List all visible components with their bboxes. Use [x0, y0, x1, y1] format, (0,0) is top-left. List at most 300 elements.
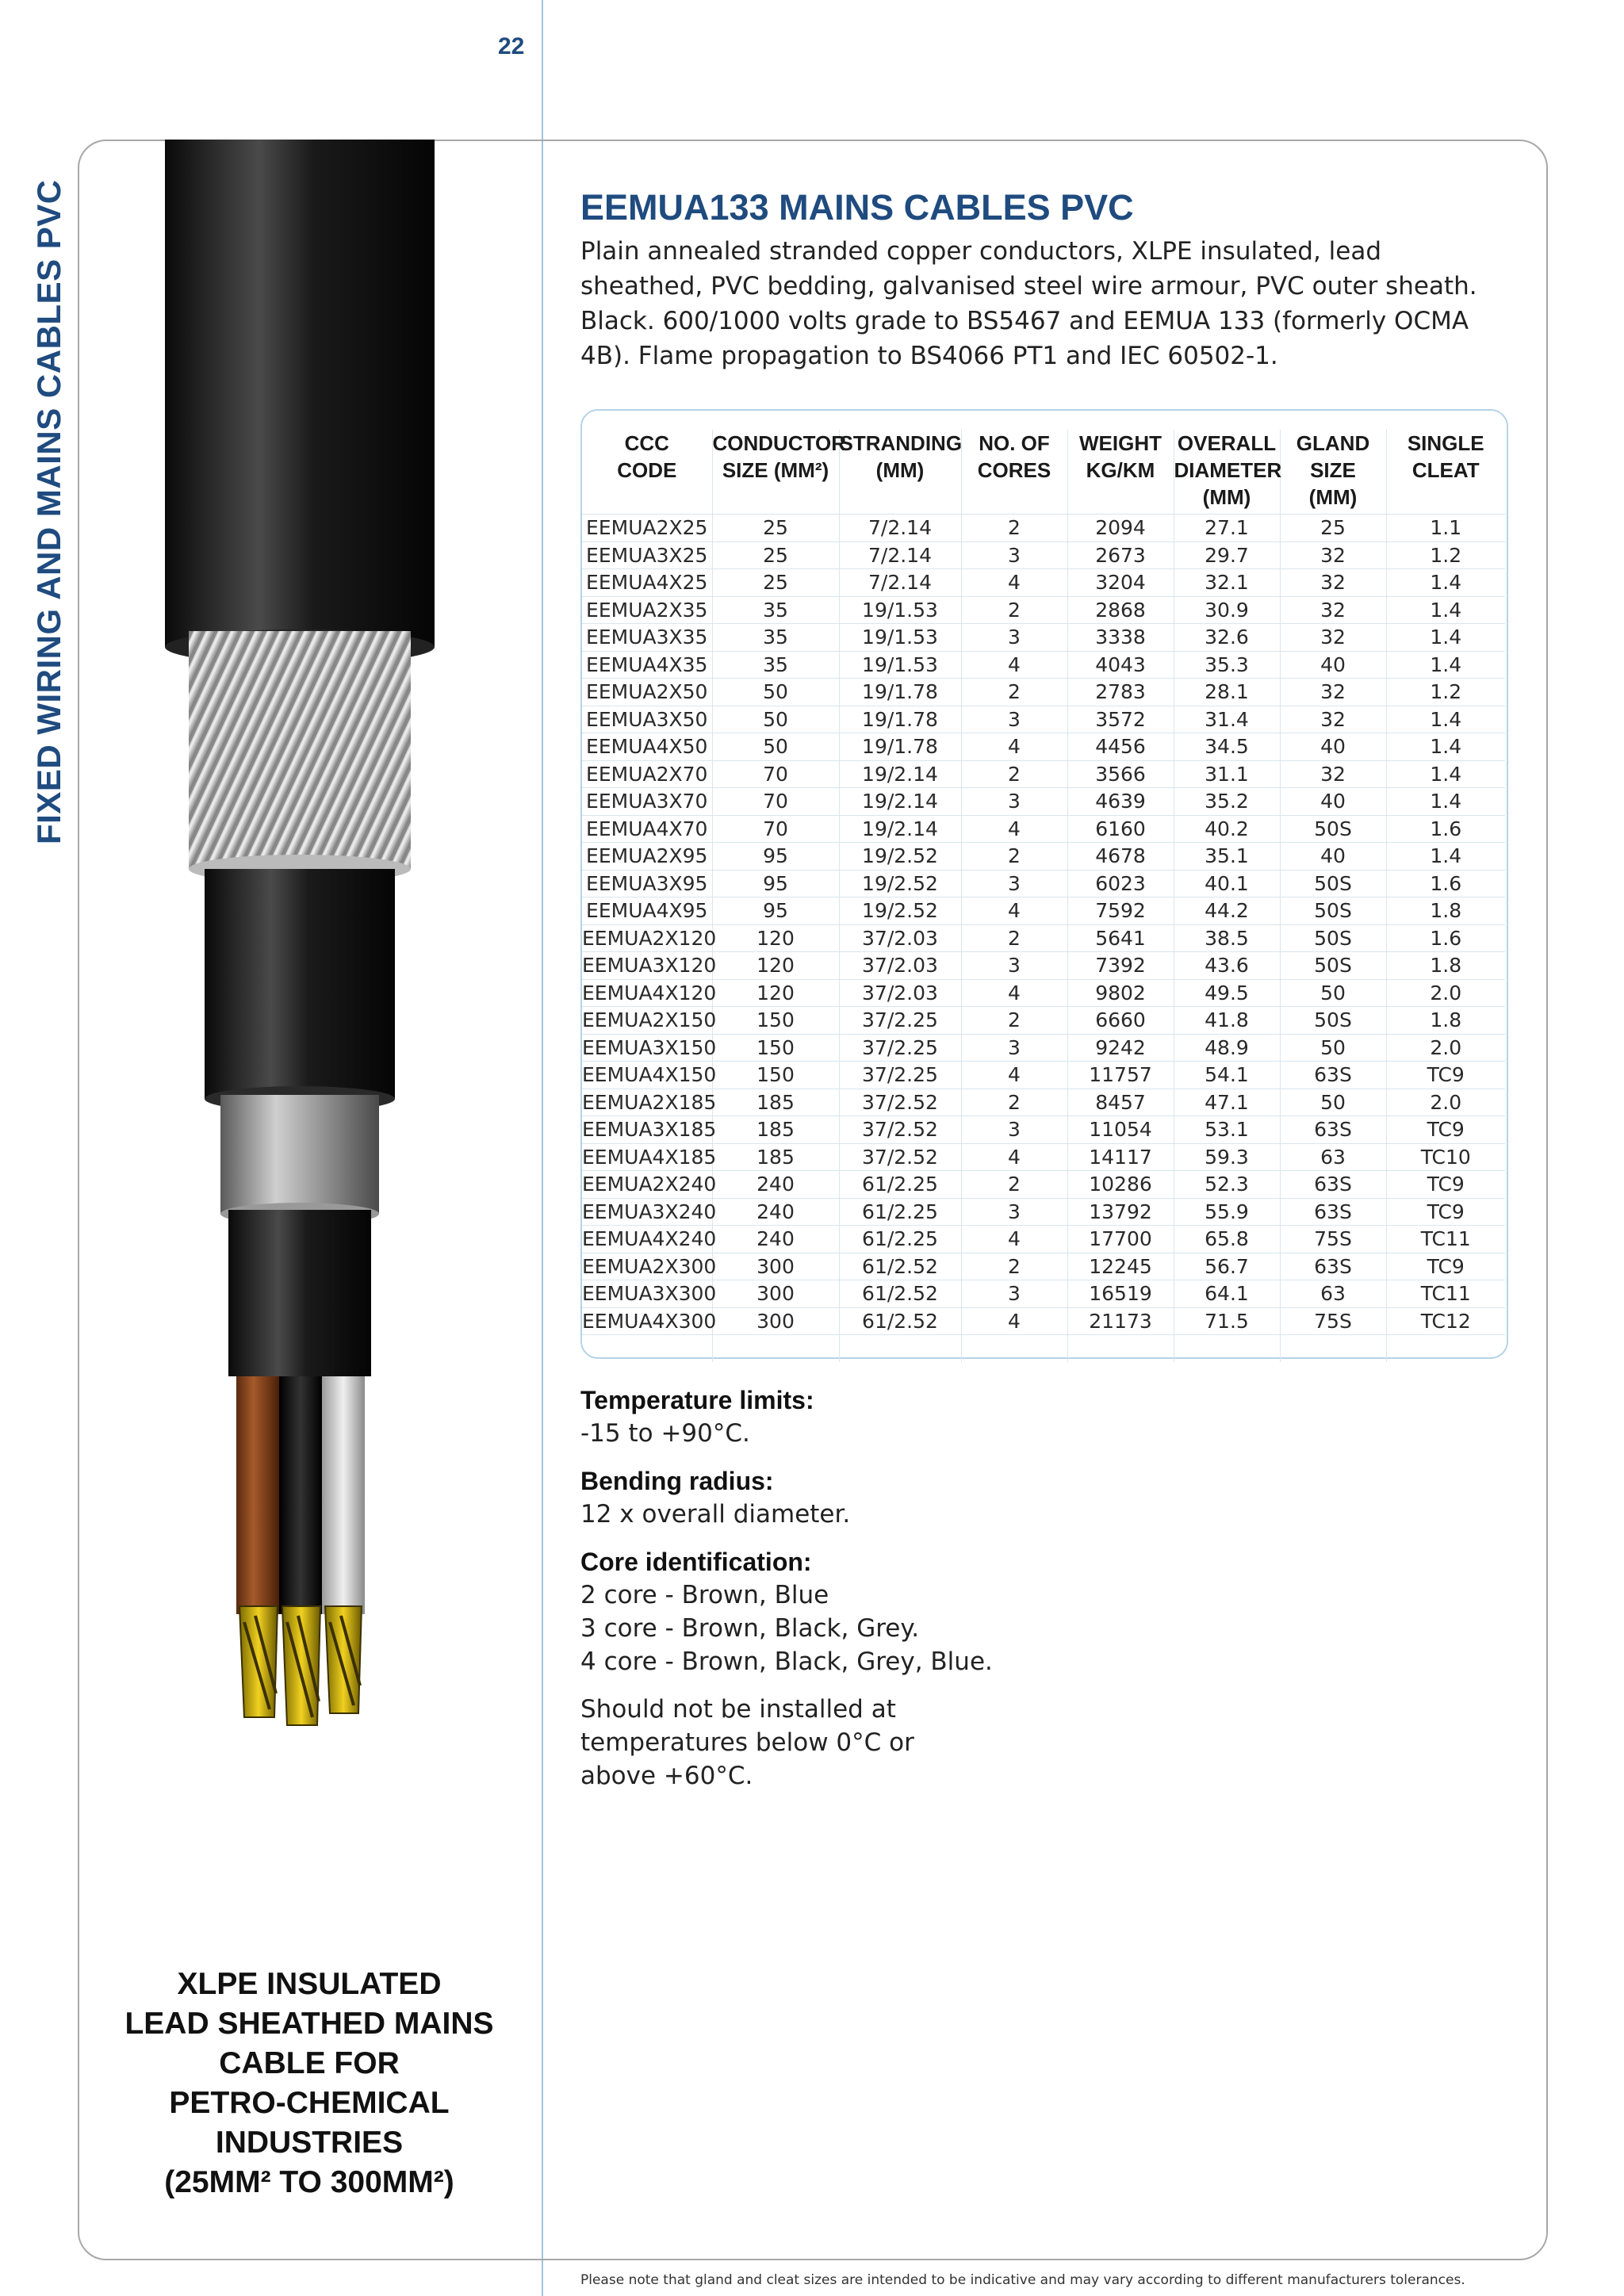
table-cell: 10286	[1067, 1171, 1174, 1199]
table-cell: 63S	[1280, 1062, 1386, 1089]
table-cell: EEMUA2X70	[582, 760, 712, 788]
install-note	[580, 1693, 1136, 1793]
table-cell: 2	[961, 843, 1067, 871]
table-cell: EEMUA3X150	[582, 1034, 712, 1062]
table-cell: 56.7	[1174, 1253, 1280, 1280]
column-header-line: DIAMETER	[1174, 458, 1282, 482]
table-cell: 55.9	[1174, 1198, 1280, 1226]
table-row	[582, 1143, 1505, 1171]
table-cell: 19/1.78	[839, 706, 961, 733]
table-cell: 9242	[1067, 1034, 1174, 1062]
table-cell: 52.3	[1174, 1171, 1280, 1199]
table-cell: 35.2	[1174, 788, 1280, 816]
column-header-line: CONDUCTOR	[712, 431, 847, 455]
table-cell: 63S	[1280, 1253, 1386, 1280]
table-cell: 61/2.52	[839, 1253, 961, 1280]
table-cell: 1.4	[1386, 760, 1505, 788]
table-cell: 2.0	[1386, 979, 1505, 1007]
table-cell: 70	[712, 760, 839, 788]
table-cell: 53.1	[1174, 1116, 1280, 1144]
table-cell: 7/2.14	[839, 541, 961, 569]
table-row	[582, 733, 1505, 761]
table-cell: 4	[961, 1143, 1067, 1171]
table-cell: 37/2.25	[839, 1062, 961, 1089]
table-cell: TC9	[1386, 1171, 1505, 1199]
column-header-line: (MM)	[1308, 485, 1358, 509]
cable-info	[580, 1383, 1136, 1807]
table-cell: EEMUA4X240	[582, 1226, 712, 1253]
table-cell: 7/2.14	[839, 515, 961, 542]
table-cell: 50S	[1280, 815, 1386, 843]
table-row	[582, 788, 1505, 816]
table-cell: 71.5	[1174, 1307, 1280, 1335]
table-cell: 61/2.25	[839, 1198, 961, 1226]
table-cell: 3	[961, 870, 1067, 897]
table-cell: 95	[712, 870, 839, 897]
table-cell: 1.6	[1386, 870, 1505, 897]
table-cell: 47.1	[1174, 1089, 1280, 1116]
specification-table-container	[580, 409, 1508, 1359]
caption-line: PETRO-CHEMICAL	[169, 2086, 450, 2120]
column-header-line: OVERALL	[1177, 431, 1277, 455]
table-cell-empty	[582, 1335, 712, 1362]
table-cell: 3566	[1067, 760, 1174, 788]
table-cell: 4	[961, 733, 1067, 761]
table-cell: 13792	[1067, 1198, 1174, 1226]
install-note-line: Should not be installed at	[580, 1695, 896, 1724]
table-cell: 120	[712, 979, 839, 1007]
table-cell: 2	[961, 924, 1067, 952]
table-cell: 2094	[1067, 515, 1174, 542]
column-header	[712, 430, 847, 515]
table-cell: 25	[712, 569, 839, 597]
column-header-line: SIZE	[1310, 458, 1356, 482]
table-cell: EEMUA2X120	[582, 924, 712, 952]
table-cell: EEMUA2X25	[582, 515, 712, 542]
table-cell: 95	[712, 843, 839, 871]
table-cell: 2868	[1067, 596, 1174, 624]
table-cell: 50S	[1280, 870, 1386, 897]
table-cell: 1.4	[1386, 624, 1505, 652]
temperature-block	[580, 1383, 1136, 1450]
table-cell: 2	[961, 1171, 1067, 1199]
column-header	[1067, 430, 1174, 515]
table-cell: EEMUA2X185	[582, 1089, 712, 1116]
table-cell: EEMUA3X120	[582, 952, 712, 980]
table-cell: 50	[1280, 979, 1386, 1007]
table-cell: 19/2.52	[839, 870, 961, 897]
table-cell: 50	[1280, 1034, 1386, 1062]
table-row	[582, 651, 1505, 679]
table-cell: 32	[1280, 706, 1386, 733]
table-row	[582, 541, 1505, 569]
table-cell: 2	[961, 515, 1067, 542]
table-cell: EEMUA4X185	[582, 1143, 712, 1171]
caption-line: INDUSTRIES	[215, 2126, 404, 2160]
table-cell: 2	[961, 596, 1067, 624]
table-row	[582, 596, 1505, 624]
table-cell: 3	[961, 1198, 1067, 1226]
bending-value: 12 x overall diameter.	[580, 1500, 851, 1529]
table-cell: 61/2.52	[839, 1280, 961, 1308]
table-cell: 25	[1280, 515, 1386, 542]
table-cell: 9802	[1067, 979, 1174, 1007]
table-cell: 2	[961, 1089, 1067, 1116]
table-cell: 44.2	[1174, 897, 1280, 925]
table-cell: EEMUA2X300	[582, 1253, 712, 1280]
table-cell: 40	[1280, 733, 1386, 761]
table-cell: 2	[961, 760, 1067, 788]
table-cell: 61/2.52	[839, 1307, 961, 1335]
specification-table	[582, 430, 1505, 1362]
table-cell: 19/2.52	[839, 843, 961, 871]
table-cell: 2	[961, 1007, 1067, 1035]
table-cell: 300	[712, 1253, 839, 1280]
bending-label: Bending radius:	[580, 1467, 774, 1495]
table-cell: 4	[961, 1062, 1067, 1089]
table-cell: TC10	[1386, 1143, 1505, 1171]
product-description: Plain annealed stranded copper conductors, XLPE insulated, lead sheathed, PVC bedding, galvanised steel wire armour, PVC outer sheath. Black. 600/1000 volts grade to BS5467 and EEMUA 133 (formerly OCMA 4B). Flame propagation to BS4066 PT1 and IEC 60502-1.	[580, 237, 1477, 370]
table-cell: EEMUA4X25	[582, 569, 712, 597]
table-cell: 3338	[1067, 624, 1174, 652]
table-cell: 2673	[1067, 541, 1174, 569]
table-cell: 2	[961, 1253, 1067, 1280]
table-cell: 4	[961, 651, 1067, 679]
table-cell: 11054	[1067, 1116, 1174, 1144]
table-cell-empty	[1386, 1335, 1505, 1362]
table-cell: EEMUA3X240	[582, 1198, 712, 1226]
table-cell: 61/2.25	[839, 1171, 961, 1199]
column-header	[961, 430, 1067, 515]
column-header-line	[1387, 484, 1506, 511]
install-note-line: temperatures below 0°C or	[580, 1728, 914, 1757]
table-cell: 5641	[1067, 924, 1174, 952]
table-cell: 14117	[1067, 1143, 1174, 1171]
table-cell: TC11	[1386, 1280, 1505, 1308]
table-cell: 6160	[1067, 815, 1174, 843]
column-header-line: (MM)	[1202, 485, 1251, 509]
table-cell: EEMUA2X240	[582, 1171, 712, 1199]
column-header-line: CLEAT	[1411, 458, 1480, 482]
table-cell: 21173	[1067, 1307, 1174, 1335]
table-cell: 150	[712, 1007, 839, 1035]
table-cell: 27.1	[1174, 515, 1280, 542]
table-row	[582, 569, 1505, 597]
temperature-value: -15 to +90°C.	[580, 1419, 750, 1448]
table-cell: 54.1	[1174, 1062, 1280, 1089]
table-cell: 40	[1280, 788, 1386, 816]
table-cell: 37/2.52	[839, 1116, 961, 1144]
table-row	[582, 1280, 1505, 1308]
table-cell: 50	[1280, 1089, 1386, 1116]
table-cell: 3	[961, 1280, 1067, 1308]
table-cell: 35.1	[1174, 843, 1280, 871]
column-header	[1280, 430, 1386, 515]
table-cell: 32	[1280, 569, 1386, 597]
table-cell: 1.4	[1386, 733, 1505, 761]
table-cell: 3	[961, 952, 1067, 980]
table-cell: EEMUA4X300	[582, 1307, 712, 1335]
table-cell: TC11	[1386, 1226, 1505, 1253]
table-cell: 7392	[1067, 952, 1174, 980]
table-row	[582, 1307, 1505, 1335]
table-cell: EEMUA3X95	[582, 870, 712, 897]
table-cell: 64.1	[1174, 1280, 1280, 1308]
table-row	[582, 624, 1505, 652]
core-line: 2 core - Brown, Blue	[580, 1581, 829, 1609]
table-cell: 1.2	[1386, 679, 1505, 706]
bending-block	[580, 1464, 1136, 1531]
side-section-title: FIXED WIRING AND MAINS CABLES PVC	[30, 179, 67, 844]
table-cell: 240	[712, 1171, 839, 1199]
cable-illustration-svg	[151, 140, 508, 1757]
table-row	[582, 1171, 1505, 1199]
table-cell: 75S	[1280, 1307, 1386, 1335]
table-cell: 3572	[1067, 706, 1174, 733]
table-cell: 40.2	[1174, 815, 1280, 843]
table-cell: EEMUA2X50	[582, 679, 712, 706]
table-cell: 50S	[1280, 897, 1386, 925]
column-header-line	[840, 484, 961, 511]
table-cell: 185	[712, 1143, 839, 1171]
table-cell: EEMUA4X120	[582, 979, 712, 1007]
table-cell: 1.4	[1386, 706, 1505, 733]
table-cell: 4043	[1067, 651, 1174, 679]
table-cell: 3	[961, 1116, 1067, 1144]
table-cell: 11757	[1067, 1062, 1174, 1089]
table-cell: 37/2.25	[839, 1034, 961, 1062]
table-cell: 48.9	[1174, 1034, 1280, 1062]
table-cell: 3	[961, 541, 1067, 569]
column-header-line	[1068, 484, 1174, 511]
table-cell-empty	[1280, 1335, 1386, 1362]
table-cell: 40.1	[1174, 870, 1280, 897]
table-cell: 19/1.78	[839, 679, 961, 706]
column-header-line: CODE	[617, 458, 677, 482]
table-row	[582, 979, 1505, 1007]
table-cell: TC9	[1386, 1062, 1505, 1089]
table-cell-empty	[961, 1335, 1067, 1362]
table-cell: 4	[961, 569, 1067, 597]
table-cell: 35	[712, 651, 839, 679]
table-cell: 4456	[1067, 733, 1174, 761]
page-number: 22	[498, 33, 525, 59]
table-cell: 32.1	[1174, 569, 1280, 597]
table-cell: 38.5	[1174, 924, 1280, 952]
table-cell: 1.2	[1386, 541, 1505, 569]
table-cell: 120	[712, 952, 839, 980]
table-cell: 50	[712, 733, 839, 761]
table-cell: 6023	[1067, 870, 1174, 897]
table-cell: 29.7	[1174, 541, 1280, 569]
table-row	[582, 952, 1505, 980]
table-cell: 4678	[1067, 843, 1174, 871]
table-cell: 63	[1280, 1143, 1386, 1171]
table-cell: 1.6	[1386, 815, 1505, 843]
table-cell: 63S	[1280, 1116, 1386, 1144]
table-cell: 150	[712, 1034, 839, 1062]
table-cell: 37/2.03	[839, 979, 961, 1007]
table-row	[582, 924, 1505, 952]
table-cell: 3	[961, 706, 1067, 733]
table-cell: 2.0	[1386, 1034, 1505, 1062]
table-cell: 32	[1280, 679, 1386, 706]
table-cell: 35.3	[1174, 651, 1280, 679]
column-header-line: SINGLE	[1407, 431, 1484, 455]
table-cell: 25	[712, 541, 839, 569]
table-cell: 4	[961, 897, 1067, 925]
table-cell: 32	[1280, 760, 1386, 788]
table-cell: 2783	[1067, 679, 1174, 706]
table-row	[582, 897, 1505, 925]
table-cell: 1.1	[1386, 515, 1505, 542]
table-cell: 7/2.14	[839, 569, 961, 597]
table-cell: 37/2.03	[839, 924, 961, 952]
table-cell: 185	[712, 1089, 839, 1116]
table-cell: 1.4	[1386, 843, 1505, 871]
column-header-line: CCC	[624, 431, 669, 455]
core-line: 3 core - Brown, Black, Grey.	[580, 1614, 920, 1643]
table-cell: 19/2.14	[839, 760, 961, 788]
table-cell: 37/2.52	[839, 1089, 961, 1116]
table-cell-empty	[1174, 1335, 1280, 1362]
table-cell: 300	[712, 1307, 839, 1335]
table-cell: 8457	[1067, 1089, 1174, 1116]
table-cell: 28.1	[1174, 679, 1280, 706]
table-cell: 41.8	[1174, 1007, 1280, 1035]
table-cell: 19/2.52	[839, 897, 961, 925]
table-cell: EEMUA4X35	[582, 651, 712, 679]
table-cell: EEMUA4X150	[582, 1062, 712, 1089]
install-note-line: above +60°C.	[580, 1762, 753, 1790]
table-cell-empty	[712, 1335, 839, 1362]
table-header-row	[582, 430, 1505, 515]
table-row	[582, 1034, 1505, 1062]
table-cell: 19/1.53	[839, 596, 961, 624]
table-filler-row	[582, 1335, 1505, 1362]
table-cell: 37/2.03	[839, 952, 961, 980]
column-header-line: SIZE (MM²)	[722, 458, 829, 482]
table-cell: 4	[961, 979, 1067, 1007]
column-header	[1174, 430, 1280, 515]
table-cell: 50S	[1280, 924, 1386, 952]
table-row	[582, 679, 1505, 706]
column-header	[1386, 430, 1505, 515]
caption-line: (25MM² TO 300MM²)	[164, 2165, 454, 2199]
table-cell: 7592	[1067, 897, 1174, 925]
table-cell: 4639	[1067, 788, 1174, 816]
table-cell: 300	[712, 1280, 839, 1308]
column-header-line: KG/KM	[1086, 458, 1155, 482]
table-cell: 49.5	[1174, 979, 1280, 1007]
table-cell: 50	[712, 679, 839, 706]
table-cell: 25	[712, 515, 839, 542]
table-cell: EEMUA4X95	[582, 897, 712, 925]
table-cell: 1.4	[1386, 651, 1505, 679]
table-cell: 32.6	[1174, 624, 1280, 652]
table-cell: 30.9	[1174, 596, 1280, 624]
table-cell: 37/2.25	[839, 1007, 961, 1035]
table-cell: 63S	[1280, 1198, 1386, 1226]
table-cell: 6660	[1067, 1007, 1174, 1035]
column-header-line: STRANDING	[839, 431, 963, 455]
table-cell: 3	[961, 1034, 1067, 1062]
table-cell: TC9	[1386, 1116, 1505, 1144]
table-row	[582, 1226, 1505, 1253]
footnote: Please note that gland and cleat sizes are intended to be indicative and may vary according to different manufacturers tolerances.	[580, 2272, 1465, 2288]
table-cell: 40	[1280, 651, 1386, 679]
table-cell: 32	[1280, 596, 1386, 624]
table-cell: EEMUA2X95	[582, 843, 712, 871]
table-row	[582, 706, 1505, 733]
column-header-line: WEIGHT	[1079, 431, 1162, 455]
column-header-line: GLAND	[1296, 431, 1370, 455]
table-cell: 1.4	[1386, 596, 1505, 624]
table-row	[582, 1089, 1505, 1116]
column-header-line: NO. OF	[979, 431, 1050, 455]
table-cell: 34.5	[1174, 733, 1280, 761]
table-cell: EEMUA2X150	[582, 1007, 712, 1035]
caption-line: XLPE INSULATED	[177, 1967, 442, 2001]
table-cell: 70	[712, 788, 839, 816]
table-cell: 59.3	[1174, 1143, 1280, 1171]
table-cell: EEMUA2X35	[582, 596, 712, 624]
table-cell: 35	[712, 624, 839, 652]
table-cell: 1.6	[1386, 924, 1505, 952]
column-header-line	[582, 484, 712, 511]
table-cell: 19/1.78	[839, 733, 961, 761]
table-cell: 17700	[1067, 1226, 1174, 1253]
column-header-line	[962, 484, 1067, 511]
cable-cutaway-illustration	[151, 140, 508, 1757]
table-cell: 120	[712, 924, 839, 952]
table-cell: 240	[712, 1226, 839, 1253]
table-row	[582, 843, 1505, 871]
table-cell-empty	[839, 1335, 961, 1362]
table-cell: 95	[712, 897, 839, 925]
table-cell: 1.4	[1386, 569, 1505, 597]
table-cell: 35	[712, 596, 839, 624]
table-cell: 65.8	[1174, 1226, 1280, 1253]
table-cell: 19/2.14	[839, 788, 961, 816]
table-cell: 2.0	[1386, 1089, 1505, 1116]
table-cell: 4	[961, 1307, 1067, 1335]
table-cell: EEMUA3X25	[582, 541, 712, 569]
table-cell: 1.8	[1386, 1007, 1505, 1035]
table-cell: EEMUA3X185	[582, 1116, 712, 1144]
table-cell: 1.8	[1386, 897, 1505, 925]
table-row	[582, 1062, 1505, 1089]
table-cell: 32	[1280, 541, 1386, 569]
table-cell: 32	[1280, 624, 1386, 652]
table-cell: 240	[712, 1198, 839, 1226]
column-header	[839, 430, 961, 515]
caption-line: CABLE FOR	[219, 2046, 400, 2080]
table-cell: 75S	[1280, 1226, 1386, 1253]
table-cell: TC9	[1386, 1253, 1505, 1280]
table-cell: EEMUA3X300	[582, 1280, 712, 1308]
caption-line: LEAD SHEATHED MAINS	[124, 2007, 494, 2041]
table-cell: 50S	[1280, 952, 1386, 980]
table-cell: 2	[961, 679, 1067, 706]
table-cell: 19/1.53	[839, 651, 961, 679]
table-cell: EEMUA4X70	[582, 815, 712, 843]
table-cell: 70	[712, 815, 839, 843]
table-cell: 12245	[1067, 1253, 1174, 1280]
table-cell: 50S	[1280, 1007, 1386, 1035]
table-row	[582, 1198, 1505, 1226]
table-cell: 19/1.53	[839, 624, 961, 652]
